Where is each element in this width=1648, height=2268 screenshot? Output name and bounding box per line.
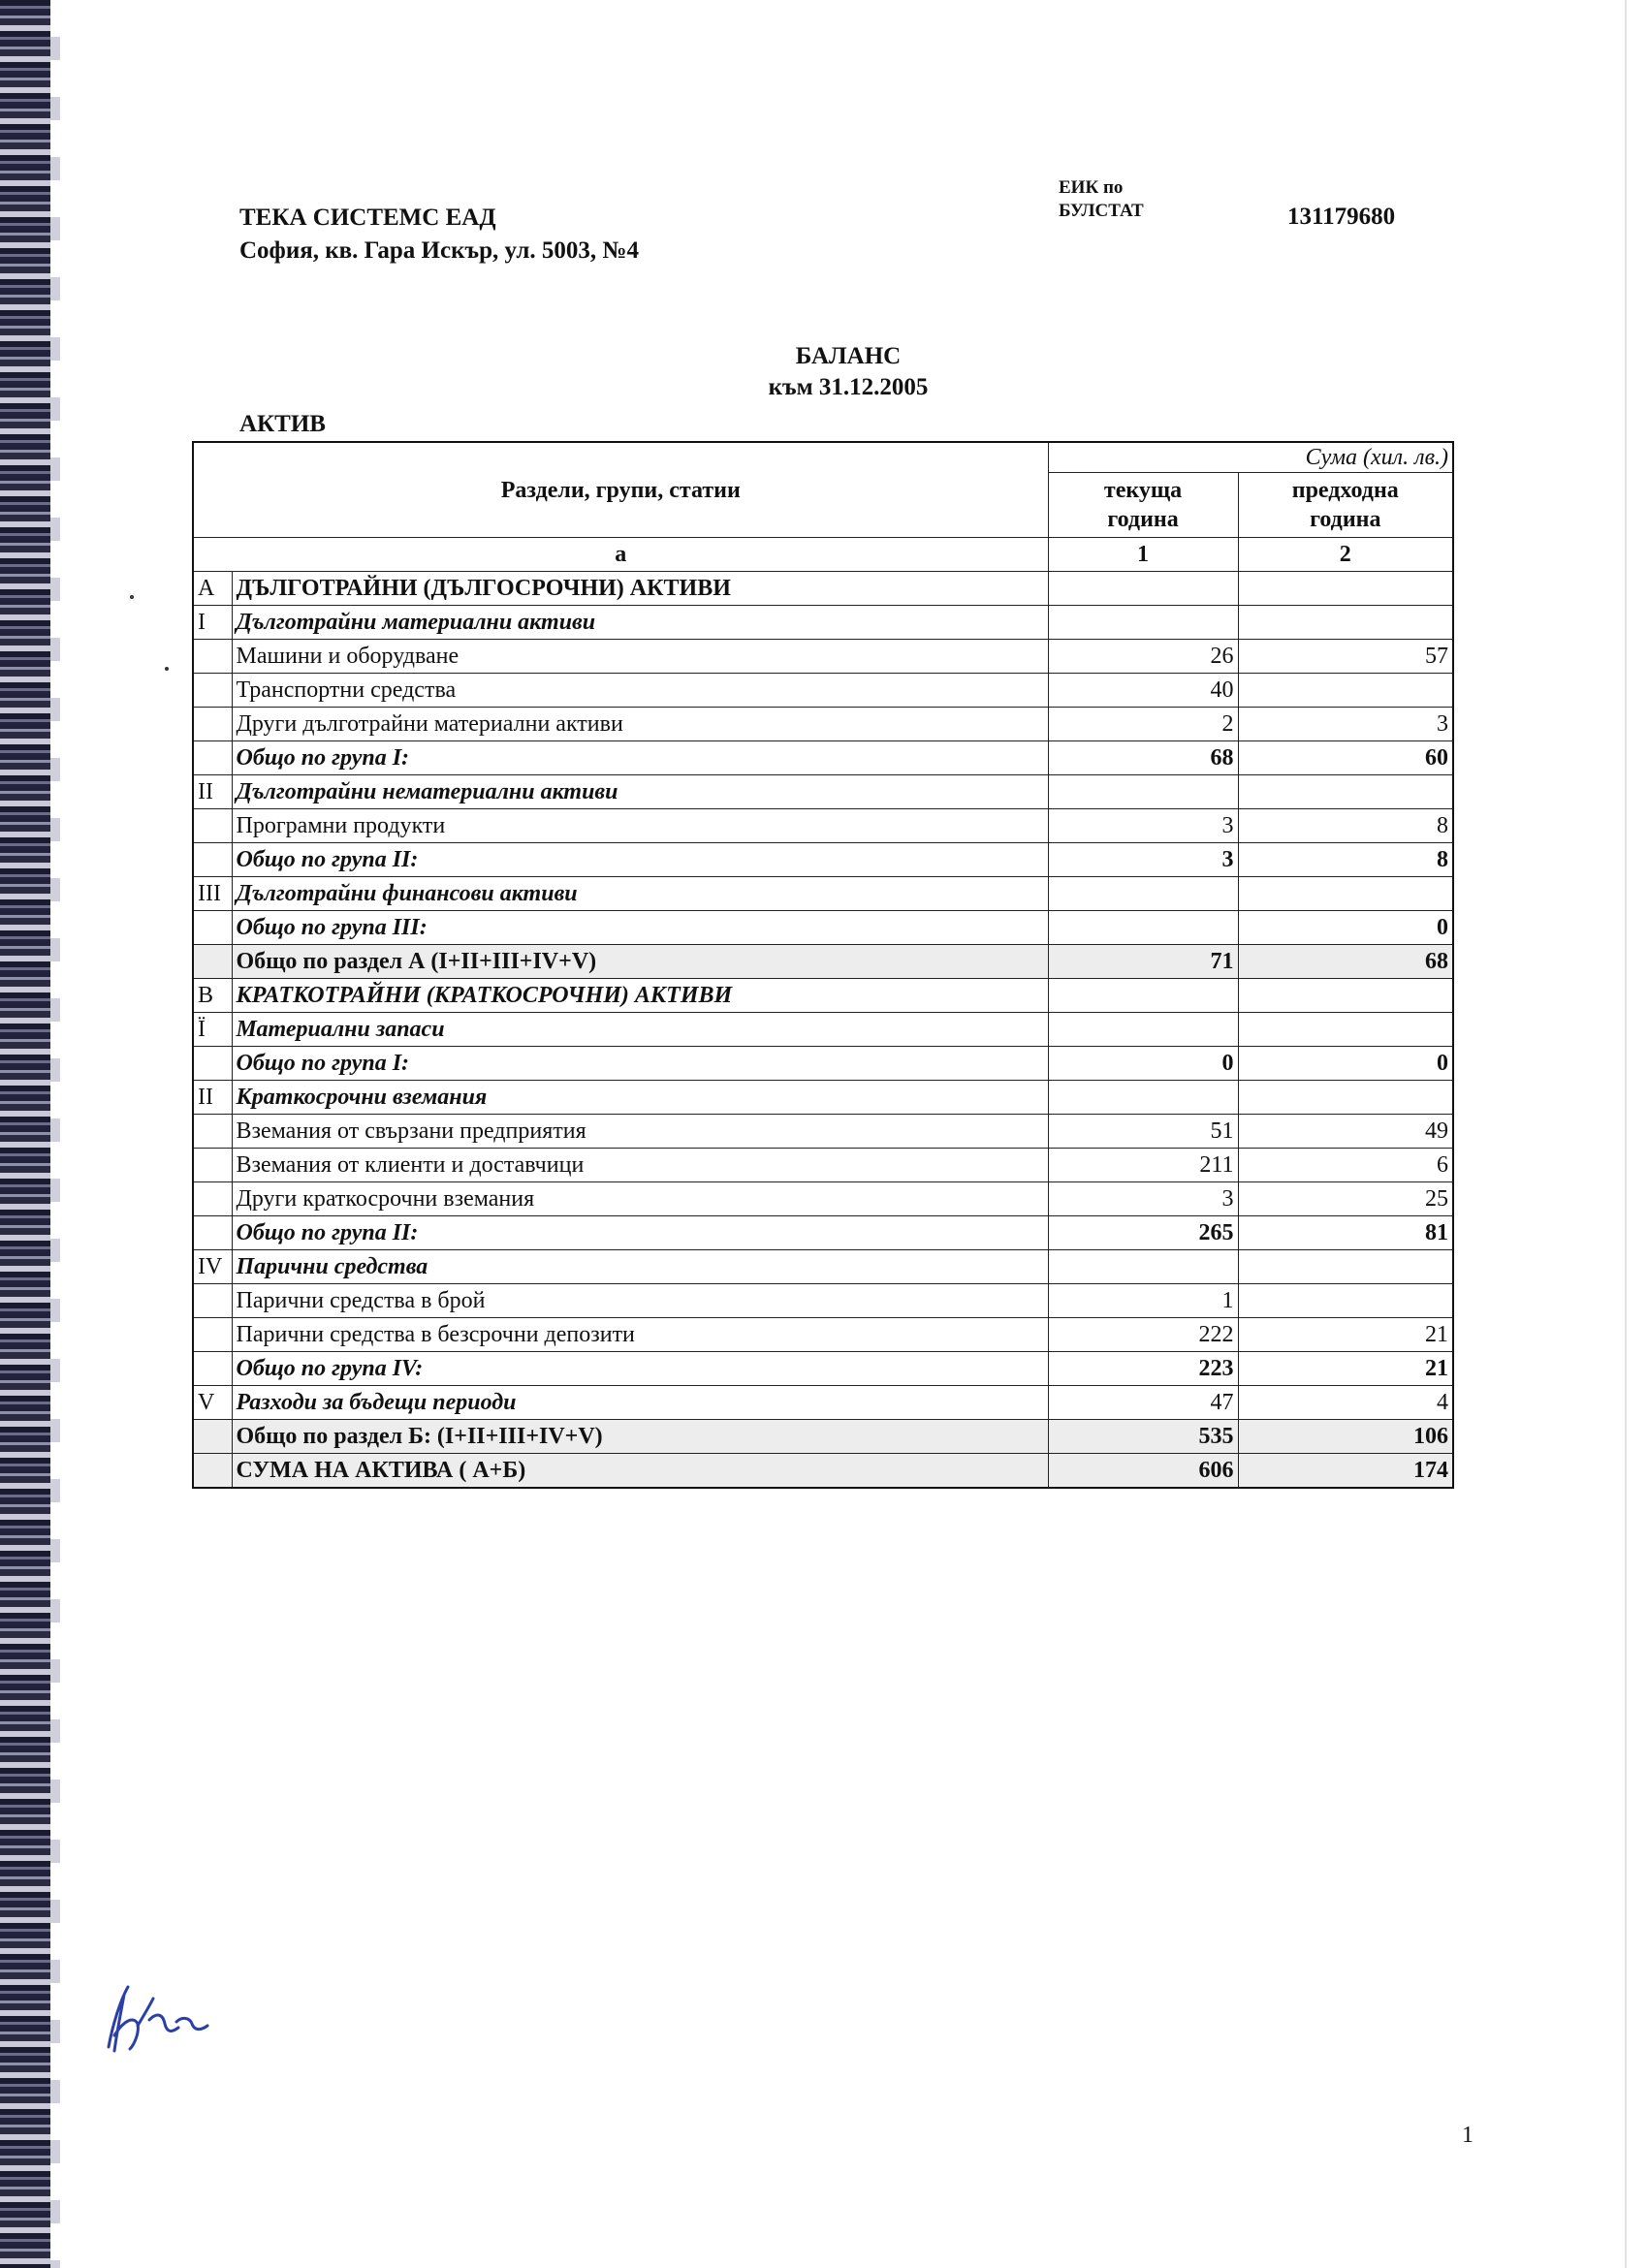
row-previous: 68 — [1238, 945, 1453, 979]
row-current: 211 — [1048, 1149, 1238, 1182]
header-units: Сума (хил. лв.) — [1048, 442, 1453, 473]
row-current: 68 — [1048, 741, 1238, 775]
row-code: А — [193, 572, 232, 606]
header-current-line1: текуща — [1103, 478, 1183, 503]
row-current: 40 — [1048, 674, 1238, 708]
row-current — [1048, 877, 1238, 911]
eik-label-line1: ЕИК по — [1059, 177, 1124, 198]
row-name: Общо по раздел Б: (I+II+III+IV+V) — [232, 1420, 1048, 1454]
table-row — [193, 809, 1453, 843]
row-name: Вземания от свързани предприятия — [232, 1115, 1048, 1149]
page-edge — [1625, 0, 1627, 2268]
table-row — [193, 1420, 1453, 1454]
header-previous-line1: предходна — [1291, 478, 1399, 503]
row-current: 3 — [1048, 843, 1238, 877]
row-name: Дълготрайни материални активи — [232, 606, 1048, 640]
row-code: II — [193, 775, 232, 809]
table-row — [193, 708, 1453, 741]
row-name: Машини и оборудване — [232, 640, 1048, 674]
row-previous: 8 — [1238, 843, 1453, 877]
row-previous: 81 — [1238, 1216, 1453, 1250]
row-previous: 174 — [1238, 1454, 1453, 1489]
row-previous — [1238, 1013, 1453, 1047]
row-current — [1048, 1250, 1238, 1284]
row-name: Общо по група II: — [232, 843, 1048, 877]
row-name: Програмни продукти — [232, 809, 1048, 843]
row-code — [193, 1420, 232, 1454]
row-current — [1048, 1013, 1238, 1047]
table-row — [193, 1047, 1453, 1081]
row-current: 3 — [1048, 1182, 1238, 1216]
row-previous — [1238, 1250, 1453, 1284]
row-previous — [1238, 674, 1453, 708]
row-code: V — [193, 1386, 232, 1420]
row-previous — [1238, 1284, 1453, 1318]
row-previous: 0 — [1238, 1047, 1453, 1081]
row-current: 47 — [1048, 1386, 1238, 1420]
row-code — [193, 1454, 232, 1489]
row-code: IV — [193, 1250, 232, 1284]
row-previous — [1238, 1081, 1453, 1115]
row-code: I — [193, 606, 232, 640]
row-name: КРАТКОТРАЙНИ (КРАТКОСРОЧНИ) АКТИВИ — [232, 979, 1048, 1013]
row-name: Транспортни средства — [232, 674, 1048, 708]
row-current — [1048, 1081, 1238, 1115]
row-previous: 8 — [1238, 809, 1453, 843]
row-name: Разходи за бъдещи периоди — [232, 1386, 1048, 1420]
index-2: 2 — [1238, 538, 1453, 572]
row-previous: 57 — [1238, 640, 1453, 674]
table-row — [193, 606, 1453, 640]
row-name: ДЪЛГОТРАЙНИ (ДЪЛГОСРОЧНИ) АКТИВИ — [232, 572, 1048, 606]
handwritten-signature — [95, 1977, 221, 2064]
row-current: 0 — [1048, 1047, 1238, 1081]
row-code — [193, 1182, 232, 1216]
page-number: 1 — [1462, 2123, 1474, 2148]
row-name: Материални запаси — [232, 1013, 1048, 1047]
row-previous — [1238, 979, 1453, 1013]
eik-value: 131179680 — [1287, 204, 1396, 230]
row-current — [1048, 979, 1238, 1013]
row-previous — [1238, 877, 1453, 911]
table-row — [193, 1318, 1453, 1352]
row-current — [1048, 911, 1238, 945]
row-previous: 25 — [1238, 1182, 1453, 1216]
table-row — [193, 843, 1453, 877]
table-row — [193, 1115, 1453, 1149]
row-name: Други дълготрайни материални активи — [232, 708, 1048, 741]
balance-table — [192, 441, 1454, 1489]
row-previous: 60 — [1238, 741, 1453, 775]
row-code — [193, 1115, 232, 1149]
index-a: а — [193, 538, 1048, 572]
row-name: Парични средства — [232, 1250, 1048, 1284]
row-code — [193, 945, 232, 979]
table-row — [193, 1386, 1453, 1420]
row-code — [193, 1149, 232, 1182]
table-row — [193, 979, 1453, 1013]
row-current: 26 — [1048, 640, 1238, 674]
row-previous: 3 — [1238, 708, 1453, 741]
row-name: Общо по група I: — [232, 1047, 1048, 1081]
row-current: 265 — [1048, 1216, 1238, 1250]
table-row — [193, 945, 1453, 979]
row-name: Общо по група I: — [232, 741, 1048, 775]
table-row — [193, 1250, 1453, 1284]
index-row — [193, 538, 1453, 572]
row-current: 535 — [1048, 1420, 1238, 1454]
row-code — [193, 1047, 232, 1081]
title-main: БАЛАНС — [795, 343, 902, 369]
row-previous: 106 — [1238, 1420, 1453, 1454]
scan-speck — [130, 595, 134, 599]
eik-label — [1059, 176, 1144, 223]
index-1: 1 — [1048, 538, 1238, 572]
row-current: 222 — [1048, 1318, 1238, 1352]
table-row — [193, 1149, 1453, 1182]
table-row — [193, 741, 1453, 775]
row-previous: 21 — [1238, 1352, 1453, 1386]
row-code — [193, 1216, 232, 1250]
table-row — [193, 775, 1453, 809]
document-title — [0, 341, 1648, 403]
header-previous-line2: година — [1310, 507, 1381, 532]
row-previous — [1238, 775, 1453, 809]
table-row — [193, 1013, 1453, 1047]
table-row — [193, 640, 1453, 674]
header-previous — [1238, 473, 1453, 538]
row-current: 1 — [1048, 1284, 1238, 1318]
table-row — [193, 1216, 1453, 1250]
row-previous: 49 — [1238, 1115, 1453, 1149]
row-name: Други краткосрочни вземания — [232, 1182, 1048, 1216]
row-name: Общо по раздел А (I+II+III+IV+V) — [232, 945, 1048, 979]
table-row — [193, 572, 1453, 606]
row-name: Общо по група III: — [232, 911, 1048, 945]
company-address: София, кв. Гара Искър, ул. 5003, №4 — [239, 237, 639, 264]
row-current: 51 — [1048, 1115, 1238, 1149]
company-name: ТЕКА СИСТЕМС ЕАД — [239, 205, 496, 231]
row-name: СУМА НА АКТИВА ( А+Б) — [232, 1454, 1048, 1489]
row-name: Парични средства в безсрочни депозити — [232, 1318, 1048, 1352]
row-name: Дълготрайни финансови активи — [232, 877, 1048, 911]
section-label: АКТИВ — [239, 411, 326, 437]
row-current: 71 — [1048, 945, 1238, 979]
row-current: 606 — [1048, 1454, 1238, 1489]
spiral-binding — [0, 0, 60, 2268]
row-code: В — [193, 979, 232, 1013]
row-previous: 21 — [1238, 1318, 1453, 1352]
table-row — [193, 674, 1453, 708]
company-block — [239, 202, 639, 268]
row-previous: 6 — [1238, 1149, 1453, 1182]
row-current — [1048, 572, 1238, 606]
row-code: II — [193, 1081, 232, 1115]
row-name: Дълготрайни нематериални активи — [232, 775, 1048, 809]
row-code — [193, 741, 232, 775]
title-date: към 31.12.2005 — [768, 374, 929, 400]
row-current: 2 — [1048, 708, 1238, 741]
row-code — [193, 674, 232, 708]
row-code: Ї — [193, 1013, 232, 1047]
row-name: Вземания от клиенти и доставчици — [232, 1149, 1048, 1182]
row-current: 3 — [1048, 809, 1238, 843]
row-name: Общо по група IV: — [232, 1352, 1048, 1386]
header-current-line2: година — [1107, 507, 1179, 532]
row-code — [193, 1284, 232, 1318]
row-current — [1048, 606, 1238, 640]
table-row — [193, 1284, 1453, 1318]
row-name: Общо по група II: — [232, 1216, 1048, 1250]
row-current — [1048, 775, 1238, 809]
header-name: Раздели, групи, статии — [193, 442, 1048, 538]
row-code: III — [193, 877, 232, 911]
row-previous: 0 — [1238, 911, 1453, 945]
table-row — [193, 1454, 1453, 1489]
table-row — [193, 1081, 1453, 1115]
row-code — [193, 708, 232, 741]
row-current: 223 — [1048, 1352, 1238, 1386]
header-current — [1048, 473, 1238, 538]
row-code — [193, 1318, 232, 1352]
scan-speck — [165, 667, 169, 671]
row-code — [193, 640, 232, 674]
row-code — [193, 911, 232, 945]
eik-label-line2: БУЛСТАТ — [1059, 201, 1144, 221]
table-row — [193, 1182, 1453, 1216]
row-name: Парични средства в брой — [232, 1284, 1048, 1318]
row-name: Краткосрочни вземания — [232, 1081, 1048, 1115]
row-previous — [1238, 606, 1453, 640]
row-previous: 4 — [1238, 1386, 1453, 1420]
row-code — [193, 1352, 232, 1386]
table-row — [193, 1352, 1453, 1386]
row-code — [193, 843, 232, 877]
table-row — [193, 911, 1453, 945]
row-code — [193, 809, 232, 843]
table-row — [193, 877, 1453, 911]
row-previous — [1238, 572, 1453, 606]
